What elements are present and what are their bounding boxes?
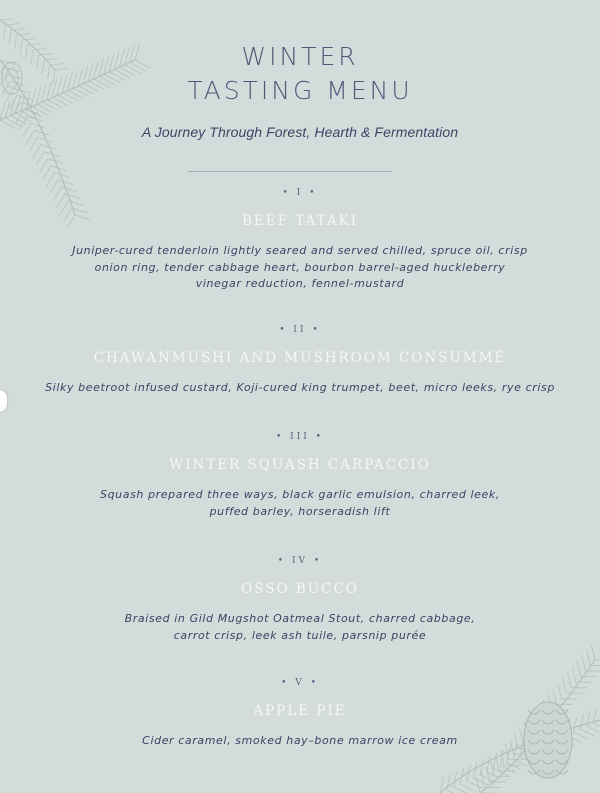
dish-description [0,611,600,644]
dish-name: BEEF TATAKI [242,213,358,229]
course-numeral: • III • [275,432,324,442]
description-line: Cider caramel, smoked hay–bone marrow ice cream [142,734,458,747]
course-numeral: • I • [282,188,318,198]
menu-subtitle: A Journey Through Forest, Hearth & Fermentation [141,124,459,140]
description-line: onion ring, tender cabbage heart, bourbon barrel-aged huckleberry [94,260,506,274]
side-scroll-handle[interactable] [0,390,7,412]
menu-title-line2: TASTING MENU [187,76,413,105]
course-numeral: • II • [279,325,321,335]
dish-name: APPLE PIE [253,703,347,719]
dish-name: OSSO BUCCO [241,581,359,597]
menu-title-line1: WINTER [241,42,359,71]
course-numeral: • V • [281,678,319,688]
description-line: Juniper-cured tenderloin lightly seared and served chilled, spruce oil, crisp [72,244,528,257]
description-line: puffed barley, horseradish lift [209,504,391,518]
dish-name: WINTER SQUASH CARPACCIO [169,457,431,473]
description-line: Braised in Gild Mugshot Oatmeal Stout, charred cabbage, [124,612,476,625]
dish-description [0,243,600,293]
course-3 [0,430,600,520]
course-4 [0,554,600,644]
description-line: vinegar reduction, fennel-mustard [195,277,405,290]
description-line: carrot crisp, leek ash tuile, parsnip purée [173,628,427,642]
course-numeral: • IV • [277,556,323,566]
dish-description [0,733,600,750]
dish-description [0,380,600,397]
dish-description [0,487,600,520]
title-divider [188,171,392,172]
description-line: Squash prepared three ways, black garlic emulsion, charred leek, [100,488,500,501]
course-5 [0,676,600,750]
course-1 [0,186,600,293]
description-line: Silky beetroot infused custard, Koji-cured king trumpet, beet, micro leeks, rye crisp [45,381,555,394]
dish-name: CHAWANMUSHI AND MUSHROOM CONSUMMÉ [93,350,507,366]
course-2 [0,323,600,397]
